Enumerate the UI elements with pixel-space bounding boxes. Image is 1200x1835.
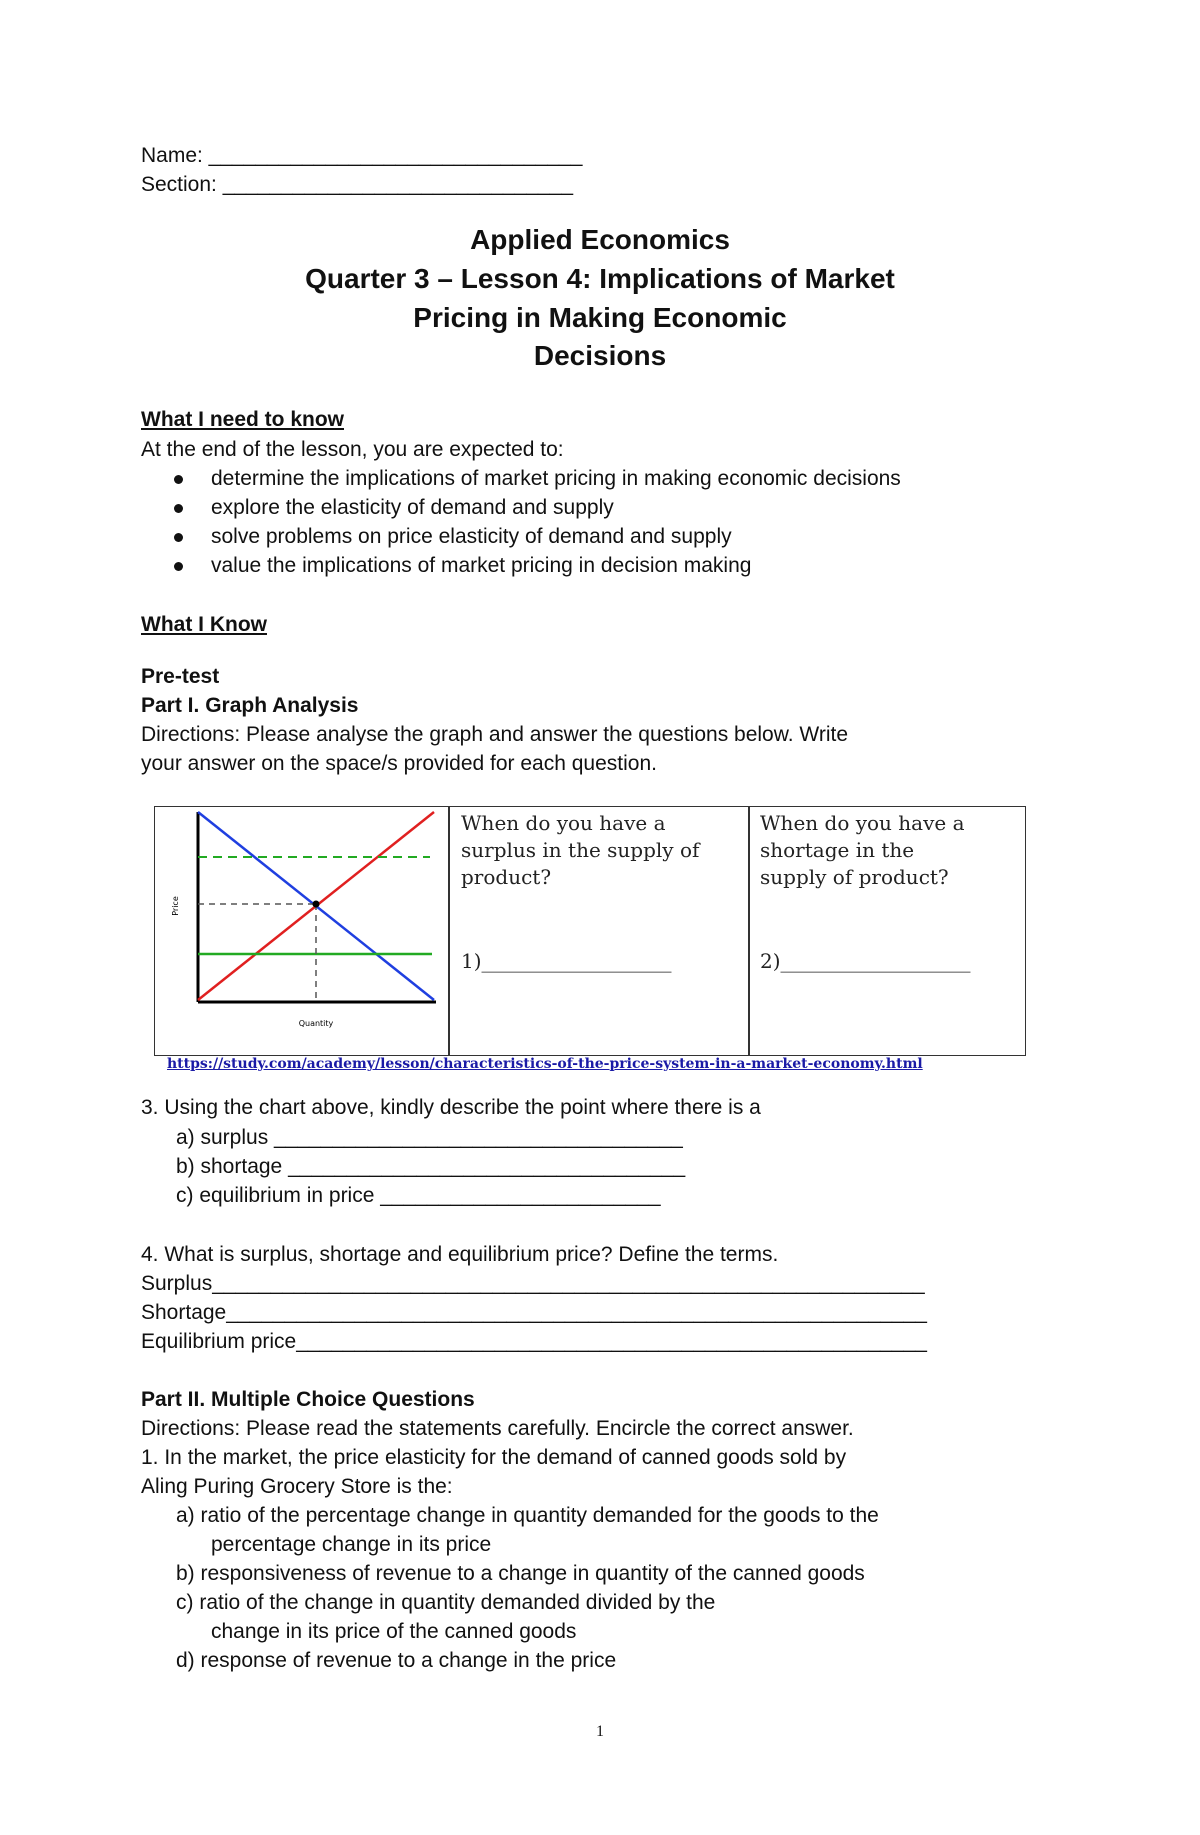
title-line-3: Pricing in Making Economic [413,302,787,333]
mcq1-option-d[interactable]: d) response of revenue to a change in the price [176,1649,617,1672]
part1-directions-line-1: Directions: Please analyse the graph and answer the questions below. Write [141,723,849,746]
part1-directions-line-2: your answer on the space/s provided for each question. [141,752,657,775]
shortage-question-line: When do you have a [760,811,965,835]
shortage-answer-blank[interactable]: 2)___________________ [760,949,971,973]
objective-item: value the implications of market pricing in decision making [211,554,752,577]
mcq1-option-b[interactable]: b) responsiveness of revenue to a change in quantity of the canned goods [176,1562,865,1585]
x-axis-label: Quantity [298,1019,334,1028]
table-divider [448,806,450,1056]
q3-option-surplus[interactable]: a) surplus ___________________________________ [176,1126,683,1149]
bullet-icon [174,533,183,542]
q4-prompt: 4. What is surplus, shortage and equilibrium price? Define the terms. [141,1243,779,1266]
mcq1-prompt-line-1: 1. In the market, the price elasticity for the demand of canned goods sold by [141,1446,847,1469]
q4-shortage-line[interactable]: Shortage____________________________________________________________ [141,1301,927,1324]
shortage-question-line: supply of product? [760,865,949,889]
title-line-4: Decisions [533,340,667,371]
objective-item: solve problems on price elasticity of demand and supply [211,525,732,548]
mcq1-option-a-cont[interactable]: percentage change in its price [211,1533,492,1556]
name-field-line[interactable]: Name: ________________________________ [141,144,583,167]
surplus-question-line: product? [461,865,552,889]
q4-surplus-line[interactable]: Surplus_____________________________________________________________ [141,1272,925,1295]
supply-demand-graph [156,808,446,1054]
bullet-icon [174,475,183,484]
equilibrium-point [313,901,320,908]
bullet-icon [174,504,183,513]
surplus-question-line: surplus in the supply of [461,838,700,862]
part2-heading: Part II. Multiple Choice Questions [141,1388,475,1411]
surplus-answer-blank[interactable]: 1)___________________ [461,949,672,973]
pretest-label: Pre-test [141,665,220,688]
mcq1-option-c[interactable]: c) ratio of the change in quantity demanded divided by the [176,1591,716,1614]
mcq1-option-a[interactable]: a) ratio of the percentage change in quantity demanded for the goods to the [176,1504,879,1527]
title-line-1: Applied Economics [470,224,730,255]
section-field-line[interactable]: Section: ______________________________ [141,173,574,196]
q3-option-shortage[interactable]: b) shortage __________________________________ [176,1155,686,1178]
objective-item: determine the implications of market pricing in making economic decisions [211,467,901,490]
shortage-question-line: shortage in the [760,838,915,862]
objective-item: explore the elasticity of demand and supply [211,496,614,519]
q3-option-equilibrium[interactable]: c) equilibrium in price ________________________ [176,1184,661,1207]
q4-equilibrium-line[interactable]: Equilibrium price______________________________________________________ [141,1330,927,1353]
need-to-know-intro: At the end of the lesson, you are expected to: [141,438,564,461]
need-to-know-heading: What I need to know [141,408,344,431]
title-line-2: Quarter 3 – Lesson 4: Implications of Market [305,263,895,294]
part2-directions: Directions: Please read the statements carefully. Encircle the correct answer. [141,1417,854,1440]
bullet-icon [174,562,183,571]
mcq1-option-c-cont[interactable]: change in its price of the canned goods [211,1620,577,1643]
table-divider [748,806,750,1056]
y-axis-label: Price [171,896,180,916]
q3-prompt: 3. Using the chart above, kindly describe the point where there is a [141,1096,761,1119]
source-link[interactable]: https://study.com/academy/lesson/characteristics-of-the-price-system-in-a-market-economy.html [167,1056,923,1072]
what-i-know-heading: What I Know [141,613,267,636]
mcq1-prompt-line-2: Aling Puring Grocery Store is the: [141,1475,453,1498]
part1-heading: Part I. Graph Analysis [141,694,359,717]
page-number: 1 [596,1723,604,1740]
surplus-question-line: When do you have a [461,811,666,835]
